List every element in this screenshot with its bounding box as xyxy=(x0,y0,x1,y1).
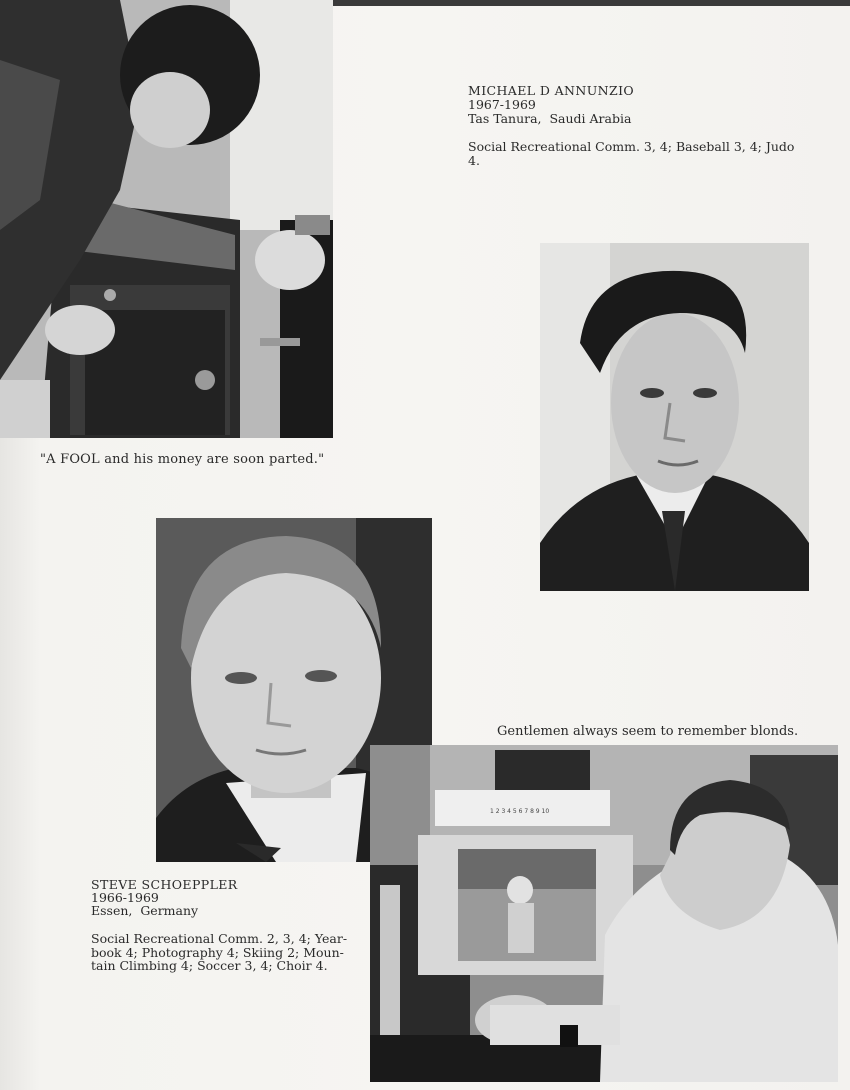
student1-name: MICHAEL D ANNUNZIO xyxy=(468,83,635,98)
pinball-caption: "A FOOL and his money are soon parted." xyxy=(40,452,325,467)
calendar-numbers: 1 2 3 4 5 6 7 8 9 10 xyxy=(490,808,550,815)
student2-hometown: Essen, Germany xyxy=(91,903,199,918)
student2-activities: Social Recreational Comm. 2, 3, 4; Year-book 4; Photography 4; Skiing 2; Moun-tain Climbing 4; Soccer 3, 4; Choir 4. xyxy=(91,931,348,973)
student2-years: 1966-1969 xyxy=(91,890,159,905)
pinball-photo xyxy=(0,0,333,438)
page-edge-shadow xyxy=(330,0,850,6)
student1-portrait xyxy=(540,243,809,591)
student2-name: STEVE SCHOEPPLER xyxy=(91,877,238,892)
student1-hometown: Tas Tanura, Saudi Arabia xyxy=(468,111,632,126)
student1-years: 1967-1969 xyxy=(468,97,536,112)
desk-photo xyxy=(370,745,838,1082)
student1-activities: Social Recreational Comm. 3, 4; Baseball 3, 4; Judo 4. xyxy=(468,139,795,168)
blonds-caption: Gentlemen always seem to remember blonds. xyxy=(497,724,799,739)
